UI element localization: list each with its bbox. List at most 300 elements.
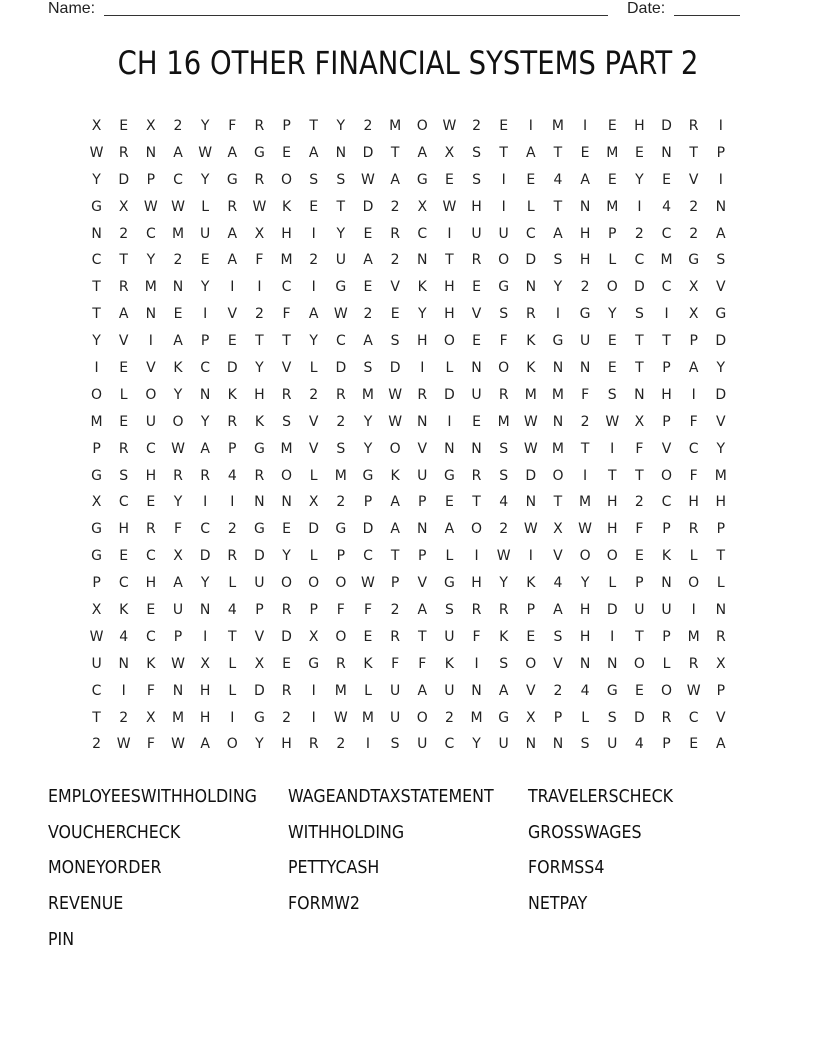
grid-letter[interactable]: O xyxy=(389,440,401,457)
grid-letter[interactable]: E xyxy=(607,118,617,134)
grid-letter[interactable]: N xyxy=(471,440,482,457)
grid-letter[interactable]: N xyxy=(145,144,157,161)
grid-letter[interactable]: A xyxy=(444,521,455,538)
grid-letter[interactable]: R xyxy=(525,306,536,323)
grid-letter[interactable]: W xyxy=(171,736,185,753)
grid-letter[interactable]: I xyxy=(121,682,126,699)
grid-letter[interactable]: S xyxy=(336,171,346,188)
grid-letter[interactable]: 4 xyxy=(553,171,563,188)
grid-letter[interactable]: V xyxy=(661,440,672,457)
grid-letter[interactable]: R xyxy=(281,602,292,619)
grid-letter[interactable]: D xyxy=(226,360,238,377)
grid-letter[interactable]: M xyxy=(551,386,564,403)
grid-letter[interactable]: R xyxy=(471,252,482,269)
grid-letter[interactable]: C xyxy=(444,736,455,753)
grid-letter[interactable]: N xyxy=(145,306,157,323)
grid-letter[interactable]: G xyxy=(498,279,510,296)
grid-letter[interactable]: H xyxy=(471,198,482,215)
grid-letter[interactable]: N xyxy=(579,198,591,215)
grid-letter[interactable]: 2 xyxy=(309,252,319,269)
grid-letter[interactable]: T xyxy=(92,279,101,296)
grid-letter[interactable]: O xyxy=(335,575,347,592)
grid-letter[interactable]: Y xyxy=(200,171,210,188)
grid-letter[interactable]: V xyxy=(390,279,400,296)
grid-letter[interactable]: 2 xyxy=(336,736,346,753)
grid-letter[interactable]: D xyxy=(362,198,374,215)
grid-letter[interactable]: X xyxy=(91,118,102,134)
grid-letter[interactable]: F xyxy=(635,440,644,457)
grid-letter[interactable]: X xyxy=(254,225,265,242)
grid-letter[interactable]: A xyxy=(227,144,238,161)
grid-letter[interactable]: X xyxy=(308,494,319,511)
grid-letter[interactable]: N xyxy=(552,360,564,377)
grid-letter[interactable]: N xyxy=(417,413,428,430)
grid-letter[interactable]: E xyxy=(282,521,291,538)
grid-letter[interactable]: O xyxy=(416,709,428,726)
grid-letter[interactable]: M xyxy=(497,413,510,430)
grid-letter[interactable]: M xyxy=(551,440,564,457)
grid-letter[interactable]: X xyxy=(146,709,156,726)
grid-letter[interactable]: T xyxy=(635,360,644,377)
grid-letter[interactable]: 2 xyxy=(254,306,264,323)
grid-letter[interactable]: 2 xyxy=(227,521,237,538)
grid-letter[interactable]: T xyxy=(635,467,644,484)
grid-letter[interactable]: X xyxy=(173,548,183,565)
grid-letter[interactable]: H xyxy=(579,628,591,645)
grid-letter[interactable]: V xyxy=(417,440,428,457)
grid-letter[interactable]: E xyxy=(363,628,373,645)
grid-letter[interactable]: W xyxy=(171,440,185,457)
grid-letter[interactable]: T xyxy=(580,440,590,457)
grid-letter[interactable]: D xyxy=(606,602,618,619)
grid-letter[interactable]: O xyxy=(552,467,564,484)
grid-letter[interactable]: Y xyxy=(200,279,210,296)
grid-letter[interactable]: 4 xyxy=(119,628,129,645)
grid-letter[interactable]: Y xyxy=(146,252,156,269)
grid-letter[interactable]: 2 xyxy=(580,279,590,296)
grid-letter[interactable]: T xyxy=(92,709,101,726)
grid-letter[interactable]: Y xyxy=(200,118,210,134)
grid-letter[interactable]: Y xyxy=(200,575,210,592)
grid-letter[interactable]: C xyxy=(91,682,102,699)
grid-letter[interactable]: D xyxy=(661,118,672,134)
grid-letter[interactable]: M xyxy=(280,252,293,269)
grid-letter[interactable]: F xyxy=(146,736,155,753)
grid-letter[interactable]: D xyxy=(118,171,130,188)
grid-letter[interactable]: I xyxy=(691,386,696,403)
grid-letter[interactable]: N xyxy=(525,279,537,296)
grid-letter[interactable]: H xyxy=(416,333,428,350)
grid-letter[interactable]: I xyxy=(718,171,723,188)
grid-letter[interactable]: E xyxy=(200,252,210,269)
grid-letter[interactable]: E xyxy=(634,548,644,565)
grid-letter[interactable]: P xyxy=(662,628,671,645)
grid-letter[interactable]: D xyxy=(715,333,727,350)
grid-letter[interactable]: E xyxy=(499,118,509,134)
grid-letter[interactable]: U xyxy=(200,225,211,242)
grid-letter[interactable]: X xyxy=(553,521,563,538)
grid-letter[interactable]: R xyxy=(145,521,156,538)
grid-letter[interactable]: O xyxy=(226,736,238,753)
grid-letter[interactable]: 2 xyxy=(363,306,373,323)
grid-letter[interactable]: A xyxy=(308,306,319,323)
grid-letter[interactable]: S xyxy=(309,171,319,188)
grid-letter[interactable]: P xyxy=(635,575,644,592)
grid-letter[interactable]: F xyxy=(499,333,508,350)
grid-letter[interactable]: I xyxy=(311,682,316,699)
grid-letter[interactable]: G xyxy=(253,521,265,538)
grid-letter[interactable]: I xyxy=(583,467,588,484)
grid-letter[interactable]: U xyxy=(444,682,455,699)
grid-letter[interactable]: G xyxy=(606,682,618,699)
grid-letter[interactable]: C xyxy=(145,225,156,242)
grid-letter[interactable]: W xyxy=(523,521,538,538)
grid-letter[interactable]: X xyxy=(688,279,699,296)
grid-letter[interactable]: D xyxy=(308,521,320,538)
grid-letter[interactable]: T xyxy=(227,628,237,645)
grid-letter[interactable]: A xyxy=(417,602,428,619)
grid-letter[interactable]: D xyxy=(254,548,265,565)
grid-letter[interactable]: H xyxy=(579,602,591,619)
grid-letter[interactable]: Y xyxy=(363,440,373,457)
grid-letter[interactable]: Y xyxy=(92,171,101,188)
grid-letter[interactable]: E xyxy=(526,171,536,188)
grid-letter[interactable]: C xyxy=(281,279,292,296)
grid-letter[interactable]: I xyxy=(583,118,588,134)
grid-letter[interactable]: A xyxy=(173,144,183,161)
grid-letter[interactable]: D xyxy=(633,709,645,726)
grid-letter[interactable]: D xyxy=(254,682,265,699)
grid-letter[interactable]: A xyxy=(173,575,183,592)
grid-letter[interactable]: P xyxy=(228,440,237,457)
grid-letter[interactable]: H xyxy=(606,521,618,538)
grid-letter[interactable]: A xyxy=(716,225,726,242)
grid-letter[interactable]: T xyxy=(309,118,318,134)
grid-letter[interactable]: N xyxy=(281,494,292,511)
grid-letter[interactable]: K xyxy=(661,548,672,565)
grid-letter[interactable]: U xyxy=(145,413,156,430)
grid-letter[interactable]: C xyxy=(661,225,672,242)
grid-letter[interactable]: U xyxy=(498,736,509,753)
grid-letter[interactable]: I xyxy=(148,333,153,350)
grid-letter[interactable]: K xyxy=(254,413,264,430)
grid-letter[interactable]: F xyxy=(581,386,590,403)
grid-letter[interactable]: U xyxy=(471,386,482,403)
grid-letter[interactable]: P xyxy=(716,144,726,161)
grid-letter[interactable]: Y xyxy=(255,360,264,377)
grid-letter[interactable]: 2 xyxy=(472,118,481,134)
grid-letter[interactable]: I xyxy=(718,118,723,134)
grid-letter[interactable]: Y xyxy=(173,494,183,511)
grid-letter[interactable]: S xyxy=(716,252,726,269)
grid-letter[interactable]: I xyxy=(637,198,642,215)
grid-letter[interactable]: P xyxy=(418,494,427,511)
grid-letter[interactable]: Y xyxy=(716,440,726,457)
grid-letter[interactable]: H xyxy=(688,494,699,511)
grid-letter[interactable]: A xyxy=(118,306,129,323)
grid-letter[interactable]: V xyxy=(146,360,156,377)
grid-letter[interactable]: X xyxy=(634,413,645,430)
grid-letter[interactable]: F xyxy=(689,413,698,430)
grid-letter[interactable]: U xyxy=(417,736,428,753)
grid-letter[interactable]: E xyxy=(390,306,400,323)
grid-letter[interactable]: Y xyxy=(716,360,726,377)
grid-letter[interactable]: H xyxy=(281,736,292,753)
grid-letter[interactable]: L xyxy=(445,548,454,565)
grid-letter[interactable]: G xyxy=(443,575,455,592)
grid-letter[interactable]: W xyxy=(496,548,511,565)
grid-letter[interactable]: K xyxy=(173,360,183,377)
grid-letter[interactable]: T xyxy=(635,628,644,645)
grid-letter[interactable]: P xyxy=(336,548,346,565)
grid-letter[interactable]: R xyxy=(254,118,265,134)
grid-letter[interactable]: Y xyxy=(553,279,563,296)
grid-letter[interactable]: R xyxy=(498,386,509,403)
grid-letter[interactable]: R xyxy=(498,602,509,619)
grid-letter[interactable]: E xyxy=(309,198,319,215)
grid-letter[interactable]: R xyxy=(417,386,428,403)
grid-letter[interactable]: T xyxy=(689,144,698,161)
grid-letter[interactable]: M xyxy=(714,467,727,484)
grid-letter[interactable]: V xyxy=(526,682,536,699)
grid-letter[interactable]: F xyxy=(173,521,183,538)
grid-letter[interactable]: T xyxy=(119,252,128,269)
grid-letter[interactable]: S xyxy=(119,467,129,484)
grid-letter[interactable]: M xyxy=(334,467,347,484)
grid-letter[interactable]: K xyxy=(281,198,292,215)
grid-letter[interactable]: G xyxy=(362,467,374,484)
grid-letter[interactable]: D xyxy=(281,628,292,645)
grid-letter[interactable]: O xyxy=(335,628,347,645)
grid-letter[interactable]: R xyxy=(335,386,346,403)
grid-letter[interactable]: P xyxy=(553,709,563,726)
grid-letter[interactable]: I xyxy=(447,225,452,242)
grid-letter[interactable]: H xyxy=(444,279,455,296)
grid-letter[interactable]: N xyxy=(634,386,645,403)
grid-letter[interactable]: I xyxy=(610,440,615,457)
grid-letter[interactable]: A xyxy=(716,736,726,753)
grid-letter[interactable]: 2 xyxy=(173,252,183,269)
grid-letter[interactable]: C xyxy=(661,494,672,511)
grid-letter[interactable]: H xyxy=(715,494,727,511)
grid-letter[interactable]: S xyxy=(444,602,454,619)
grid-letter[interactable]: R xyxy=(118,144,129,161)
grid-letter[interactable]: E xyxy=(282,144,291,161)
grid-letter[interactable]: F xyxy=(146,682,155,699)
grid-letter[interactable]: E xyxy=(173,306,183,323)
grid-letter[interactable]: E xyxy=(119,413,129,430)
grid-letter[interactable]: O xyxy=(498,360,510,377)
grid-letter[interactable]: R xyxy=(227,198,238,215)
grid-letter[interactable]: N xyxy=(552,413,564,430)
grid-letter[interactable]: R xyxy=(471,602,482,619)
grid-letter[interactable]: N xyxy=(417,521,428,538)
grid-letter[interactable]: K xyxy=(499,628,509,645)
grid-letter[interactable]: N xyxy=(91,225,102,242)
grid-letter[interactable]: 4 xyxy=(227,602,237,619)
grid-letter[interactable]: U xyxy=(498,225,509,242)
grid-letter[interactable]: M xyxy=(389,118,402,134)
grid-letter[interactable]: G xyxy=(335,521,347,538)
grid-letter[interactable]: T xyxy=(607,467,617,484)
grid-letter[interactable]: H xyxy=(634,118,645,134)
grid-letter[interactable]: W xyxy=(89,628,104,645)
grid-letter[interactable]: U xyxy=(661,602,672,619)
grid-letter[interactable]: S xyxy=(634,306,644,323)
grid-letter[interactable]: R xyxy=(254,467,265,484)
grid-letter[interactable]: P xyxy=(363,494,373,511)
grid-letter[interactable]: P xyxy=(92,440,101,457)
grid-letter[interactable]: M xyxy=(171,709,185,726)
grid-letter[interactable]: F xyxy=(363,602,372,619)
grid-letter[interactable]: X xyxy=(688,306,699,323)
grid-letter[interactable]: I xyxy=(257,279,262,296)
grid-letter[interactable]: K xyxy=(526,333,536,350)
grid-letter[interactable]: X xyxy=(146,118,156,134)
grid-letter[interactable]: U xyxy=(335,252,346,269)
grid-letter[interactable]: A xyxy=(390,494,400,511)
grid-letter[interactable]: S xyxy=(363,360,373,377)
grid-letter[interactable]: Y xyxy=(92,333,101,350)
grid-letter[interactable]: C xyxy=(145,548,156,565)
grid-letter[interactable]: W xyxy=(333,306,348,323)
grid-letter[interactable]: C xyxy=(417,225,428,242)
grid-letter[interactable]: G xyxy=(416,171,428,188)
grid-letter[interactable]: D xyxy=(525,252,537,269)
grid-letter[interactable]: M xyxy=(171,225,185,242)
grid-letter[interactable]: E xyxy=(363,279,373,296)
grid-letter[interactable]: F xyxy=(418,655,427,672)
grid-letter[interactable]: M xyxy=(361,709,375,726)
grid-letter[interactable]: 4 xyxy=(580,682,590,699)
grid-letter[interactable]: R xyxy=(471,467,482,484)
grid-letter[interactable]: A xyxy=(227,225,238,242)
grid-letter[interactable]: I xyxy=(474,655,479,672)
grid-letter[interactable]: T xyxy=(255,333,264,350)
grid-letter[interactable]: 2 xyxy=(689,198,699,215)
grid-letter[interactable]: E xyxy=(444,171,454,188)
grid-letter[interactable]: V xyxy=(716,279,726,296)
grid-letter[interactable]: C xyxy=(335,333,346,350)
grid-letter[interactable]: S xyxy=(472,144,481,161)
date-field-line[interactable] xyxy=(674,15,740,16)
grid-letter[interactable]: T xyxy=(553,494,563,511)
grid-letter[interactable]: T xyxy=(92,306,101,323)
grid-letter[interactable]: V xyxy=(254,628,265,645)
grid-letter[interactable]: O xyxy=(172,413,184,430)
grid-letter[interactable]: 2 xyxy=(634,494,644,511)
grid-letter[interactable]: W xyxy=(171,198,185,215)
grid-letter[interactable]: R xyxy=(688,521,699,538)
grid-letter[interactable]: G xyxy=(253,144,265,161)
grid-letter[interactable]: Y xyxy=(282,548,291,565)
grid-letter[interactable]: R xyxy=(308,736,319,753)
grid-letter[interactable]: A xyxy=(363,333,373,350)
grid-letter[interactable]: I xyxy=(230,279,235,296)
grid-letter[interactable]: O xyxy=(688,575,700,592)
grid-letter[interactable]: R xyxy=(688,118,699,134)
grid-letter[interactable]: K xyxy=(444,655,454,672)
grid-letter[interactable]: U xyxy=(254,575,265,592)
grid-letter[interactable]: O xyxy=(281,171,293,188)
grid-letter[interactable]: R xyxy=(661,709,672,726)
grid-letter[interactable]: N xyxy=(579,655,591,672)
grid-letter[interactable]: O xyxy=(633,655,645,672)
grid-letter[interactable]: F xyxy=(391,655,400,672)
grid-letter[interactable]: L xyxy=(228,575,237,592)
grid-letter[interactable]: P xyxy=(662,413,671,430)
grid-letter[interactable]: L xyxy=(364,682,372,699)
grid-letter[interactable]: G xyxy=(253,709,265,726)
grid-letter[interactable]: N xyxy=(172,279,184,296)
grid-letter[interactable]: L xyxy=(228,655,237,672)
grid-letter[interactable]: F xyxy=(228,118,237,134)
grid-letter[interactable]: O xyxy=(579,548,591,565)
grid-letter[interactable]: U xyxy=(91,655,102,672)
grid-letter[interactable]: S xyxy=(499,440,509,457)
grid-letter[interactable]: 2 xyxy=(390,602,400,619)
grid-letter[interactable]: 2 xyxy=(336,494,346,511)
grid-letter[interactable]: N xyxy=(525,494,537,511)
grid-letter[interactable]: V xyxy=(227,306,238,323)
grid-letter[interactable]: R xyxy=(173,467,183,484)
grid-letter[interactable]: Y xyxy=(200,413,210,430)
grid-letter[interactable]: S xyxy=(390,333,400,350)
grid-letter[interactable]: O xyxy=(91,386,103,403)
grid-letter[interactable]: C xyxy=(118,494,129,511)
grid-letter[interactable]: V xyxy=(471,306,482,323)
grid-letter[interactable]: K xyxy=(363,655,373,672)
grid-letter[interactable]: C xyxy=(688,709,699,726)
grid-letter[interactable]: G xyxy=(91,198,102,215)
grid-letter[interactable]: 2 xyxy=(553,682,563,699)
grid-letter[interactable]: G xyxy=(715,306,727,323)
grid-letter[interactable]: E xyxy=(607,333,617,350)
grid-letter[interactable]: H xyxy=(579,252,591,269)
grid-letter[interactable]: P xyxy=(92,575,101,592)
grid-letter[interactable]: P xyxy=(716,521,726,538)
grid-letter[interactable]: L xyxy=(309,548,318,565)
grid-letter[interactable]: M xyxy=(280,440,293,457)
grid-letter[interactable]: I xyxy=(365,736,371,753)
grid-letter[interactable]: S xyxy=(607,709,617,726)
grid-letter[interactable]: R xyxy=(281,386,292,403)
grid-letter[interactable]: E xyxy=(607,360,617,377)
grid-letter[interactable]: 2 xyxy=(92,736,102,753)
grid-letter[interactable]: A xyxy=(227,252,238,269)
grid-letter[interactable]: S xyxy=(553,252,563,269)
grid-letter[interactable]: W xyxy=(388,413,403,430)
grid-letter[interactable]: L xyxy=(608,575,617,592)
grid-letter[interactable]: P xyxy=(173,628,183,645)
grid-letter[interactable]: H xyxy=(145,467,157,484)
grid-letter[interactable]: O xyxy=(498,252,510,269)
grid-letter[interactable]: 2 xyxy=(634,225,644,242)
grid-letter[interactable]: F xyxy=(336,602,345,619)
grid-letter[interactable]: A xyxy=(200,440,210,457)
grid-letter[interactable]: A xyxy=(390,521,400,538)
grid-letter[interactable]: S xyxy=(499,306,509,323)
grid-letter[interactable]: E xyxy=(119,118,129,134)
grid-letter[interactable]: P xyxy=(662,736,671,753)
grid-letter[interactable]: I xyxy=(555,306,561,323)
grid-letter[interactable]: A xyxy=(308,144,319,161)
grid-letter[interactable]: E xyxy=(146,494,156,511)
grid-letter[interactable]: V xyxy=(308,413,319,430)
grid-letter[interactable]: T xyxy=(282,333,291,350)
grid-letter[interactable]: C xyxy=(91,252,102,269)
grid-letter[interactable]: L xyxy=(309,467,318,484)
